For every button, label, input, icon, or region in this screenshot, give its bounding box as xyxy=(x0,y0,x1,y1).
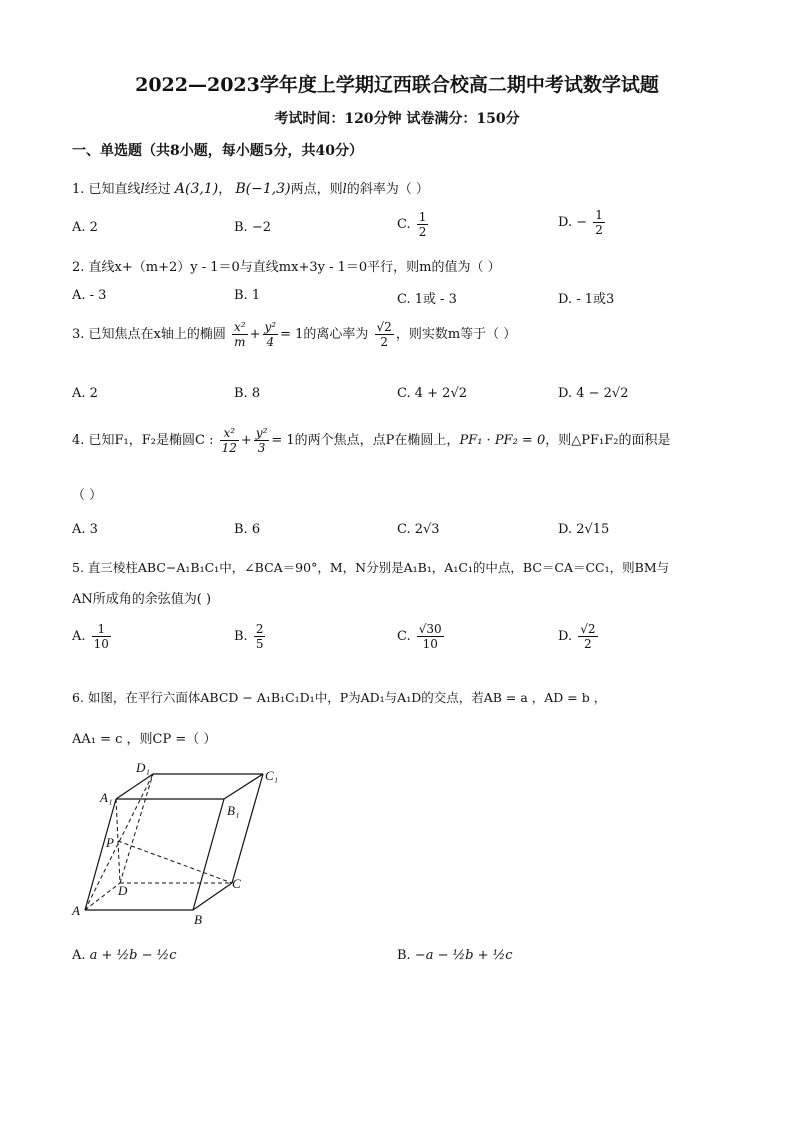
q3-option-d[interactable]: D. 4 − 2√2 xyxy=(558,386,629,401)
q3-option-b[interactable]: B. 8 xyxy=(234,386,261,401)
q6-option-a[interactable]: A. a + ½b − ½c xyxy=(72,948,177,963)
question-1-stem: 1. 已知直线l经过 A(3,1)， B(−1,3)两点，则l的斜率为（ ） xyxy=(72,181,429,197)
q4-option-b[interactable]: B. 6 xyxy=(234,522,261,537)
question-4-stem: 4. 已知F₁，F₂是椭圆C : $\frac{\text{x²}}{12}$ + $\frac{\text{y²}}{3}$ = 1的两个焦点，点P在椭圆上，PF₁ · PF₂ = 0，则△PF₁F₂的面积是 xyxy=(72,426,671,455)
q4-option-d[interactable]: D. 2√15 xyxy=(558,522,610,537)
label-B: B xyxy=(194,912,202,927)
q6-option-b[interactable]: B. −a − ½b + ½c xyxy=(397,948,513,963)
q1-option-d[interactable]: D. − $\frac{1}{2}$ xyxy=(558,208,603,237)
label-P: P xyxy=(106,835,114,850)
section-heading: 一、单选题（共8小题，每小题5分，共40分） xyxy=(72,143,363,159)
q4-option-c[interactable]: C. 2√3 xyxy=(397,522,440,537)
q5-option-b[interactable]: B. $\frac{2}{5}$ xyxy=(234,622,264,651)
q3-option-a[interactable]: A. 2 xyxy=(72,386,98,401)
label-B1: B₁ xyxy=(227,803,240,818)
question-3-stem: 3. 已知焦点在x轴上的椭圆 $\frac{\text{x²}}{m}$ + $\frac{\text{y²}}{4}$ = 1的离心率为 $\frac{√2}{2}$ ，则实数m等于（ ） xyxy=(72,320,517,349)
q2-option-a[interactable]: A. - 3 xyxy=(72,288,107,303)
q5-option-a[interactable]: A. $\frac{1}{10}$ xyxy=(72,622,109,651)
label-C1: C₁ xyxy=(265,768,279,783)
label-C: C xyxy=(232,876,241,891)
q1-option-b[interactable]: B. −2 xyxy=(234,220,271,235)
q1-option-a[interactable]: A. 2 xyxy=(72,220,98,235)
page-title: 2022—2023学年度上学期辽西联合校高二期中考试数学试题 xyxy=(135,74,659,96)
parallelepiped-figure xyxy=(60,755,300,927)
question-2-stem: 2. 直线x+（m+2）y - 1＝0与直线mx+3y - 1＝0平行，则m的值为（ ） xyxy=(72,260,501,275)
q5-option-c[interactable]: C. $\frac{√30}{10}$ xyxy=(397,622,442,651)
question-5-line2: AN所成角的余弦值为( ) xyxy=(72,592,212,607)
q4-option-a[interactable]: A. 3 xyxy=(72,522,98,537)
q2-option-d[interactable]: D. - 1或3 xyxy=(558,292,615,307)
q2-option-c[interactable]: C. 1或 - 3 xyxy=(397,292,457,307)
exam-info: 考试时间：120分钟 试卷满分：150分 xyxy=(274,111,520,127)
q3-option-c[interactable]: C. 4 + 2√2 xyxy=(397,386,468,401)
label-A: A xyxy=(72,903,80,918)
label-D: D xyxy=(118,883,128,898)
question-6-line2: AA₁ = c ，则CP =（ ） xyxy=(72,732,217,747)
q2-option-b[interactable]: B. 1 xyxy=(234,288,261,303)
question-6-line1: 6. 如图，在平行六面体ABCD − A₁B₁C₁D₁中，P为AD₁与A₁D的交点，若AB = a ，AD = b ， xyxy=(72,690,607,705)
q1-option-c[interactable]: C. $\frac{1}{2}$ xyxy=(397,210,427,239)
question-4-paren: （ ） xyxy=(72,488,103,503)
q5-option-d[interactable]: D. $\frac{√2}{2}$ xyxy=(558,622,596,651)
label-A1: A₁ xyxy=(100,790,113,805)
label-D1: D₁ xyxy=(136,760,150,775)
question-5-line1: 5. 直三棱柱ABC−A₁B₁C₁中，∠BCA＝90°，M，N分别是A₁B₁，A₁C₁的中点，BC＝CA＝CC₁，则BM与 xyxy=(72,560,670,575)
